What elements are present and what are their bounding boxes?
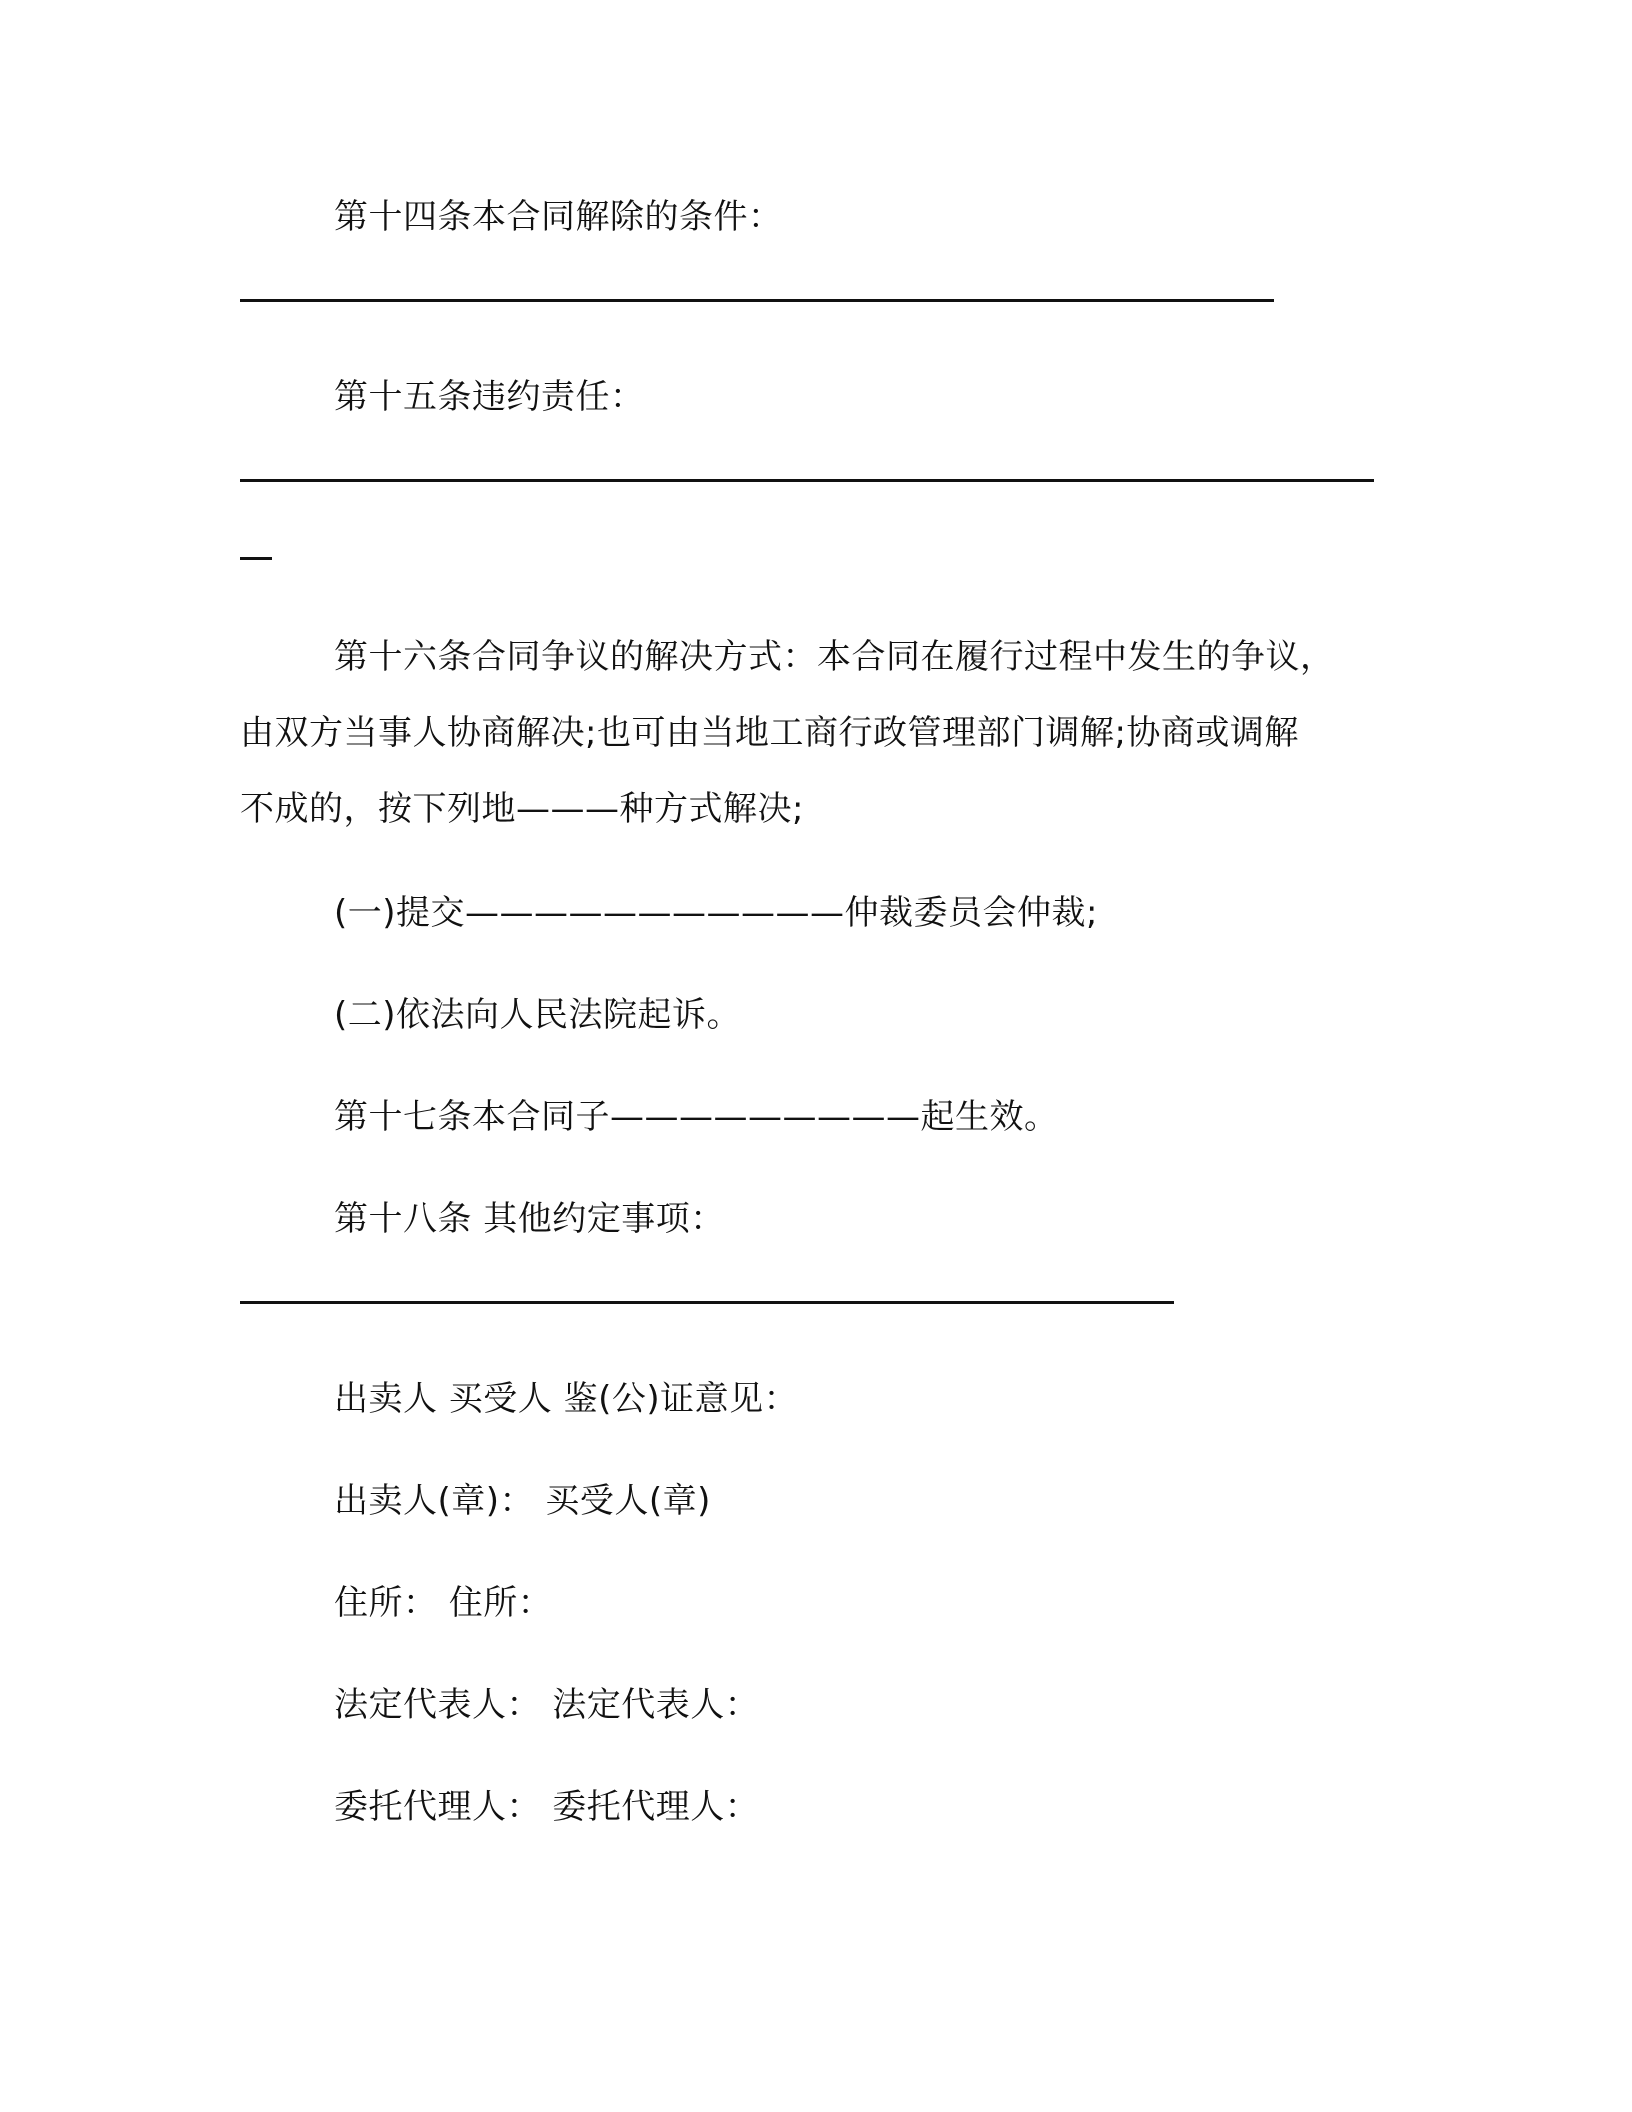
article-15-blank-rule-continued [240, 557, 272, 560]
article-15-heading: 第十五条违约责任： [334, 377, 645, 417]
article-18-heading: 第十八条 其他约定事项： [334, 1199, 725, 1239]
article-16-line-1: 第十六条合同争议的解决方式：本合同在履行过程中发生的争议， [334, 637, 1335, 677]
article-17: 第十七条本合同子—————————起生效。 [334, 1097, 1059, 1137]
article-15-blank-rule [240, 479, 1374, 482]
article-16-line-3: 不成的，按下列地———种方式解决; [240, 789, 804, 829]
article-16-option-1: (一)提交———————————仲裁委员会仲裁; [334, 893, 1098, 933]
authorized-agent-line: 委托代理人： 委托代理人： [334, 1787, 760, 1827]
article-14-blank-rule [240, 299, 1274, 302]
address-line: 住所： 住所： [334, 1583, 553, 1623]
seal-line: 出卖人(章)： 买受人(章) [334, 1481, 711, 1521]
legal-representative-line: 法定代表人： 法定代表人： [334, 1685, 760, 1725]
article-16-line-2: 由双方当事人协商解决;也可由当地工商行政管理部门调解;协商或调解 [240, 713, 1299, 753]
article-16-option-2: (二)依法向人民法院起诉。 [334, 995, 742, 1035]
article-14-heading: 第十四条本合同解除的条件： [334, 197, 783, 237]
article-18-blank-rule [240, 1301, 1174, 1304]
signature-header: 出卖人 买受人 鉴(公)证意见： [334, 1379, 799, 1419]
